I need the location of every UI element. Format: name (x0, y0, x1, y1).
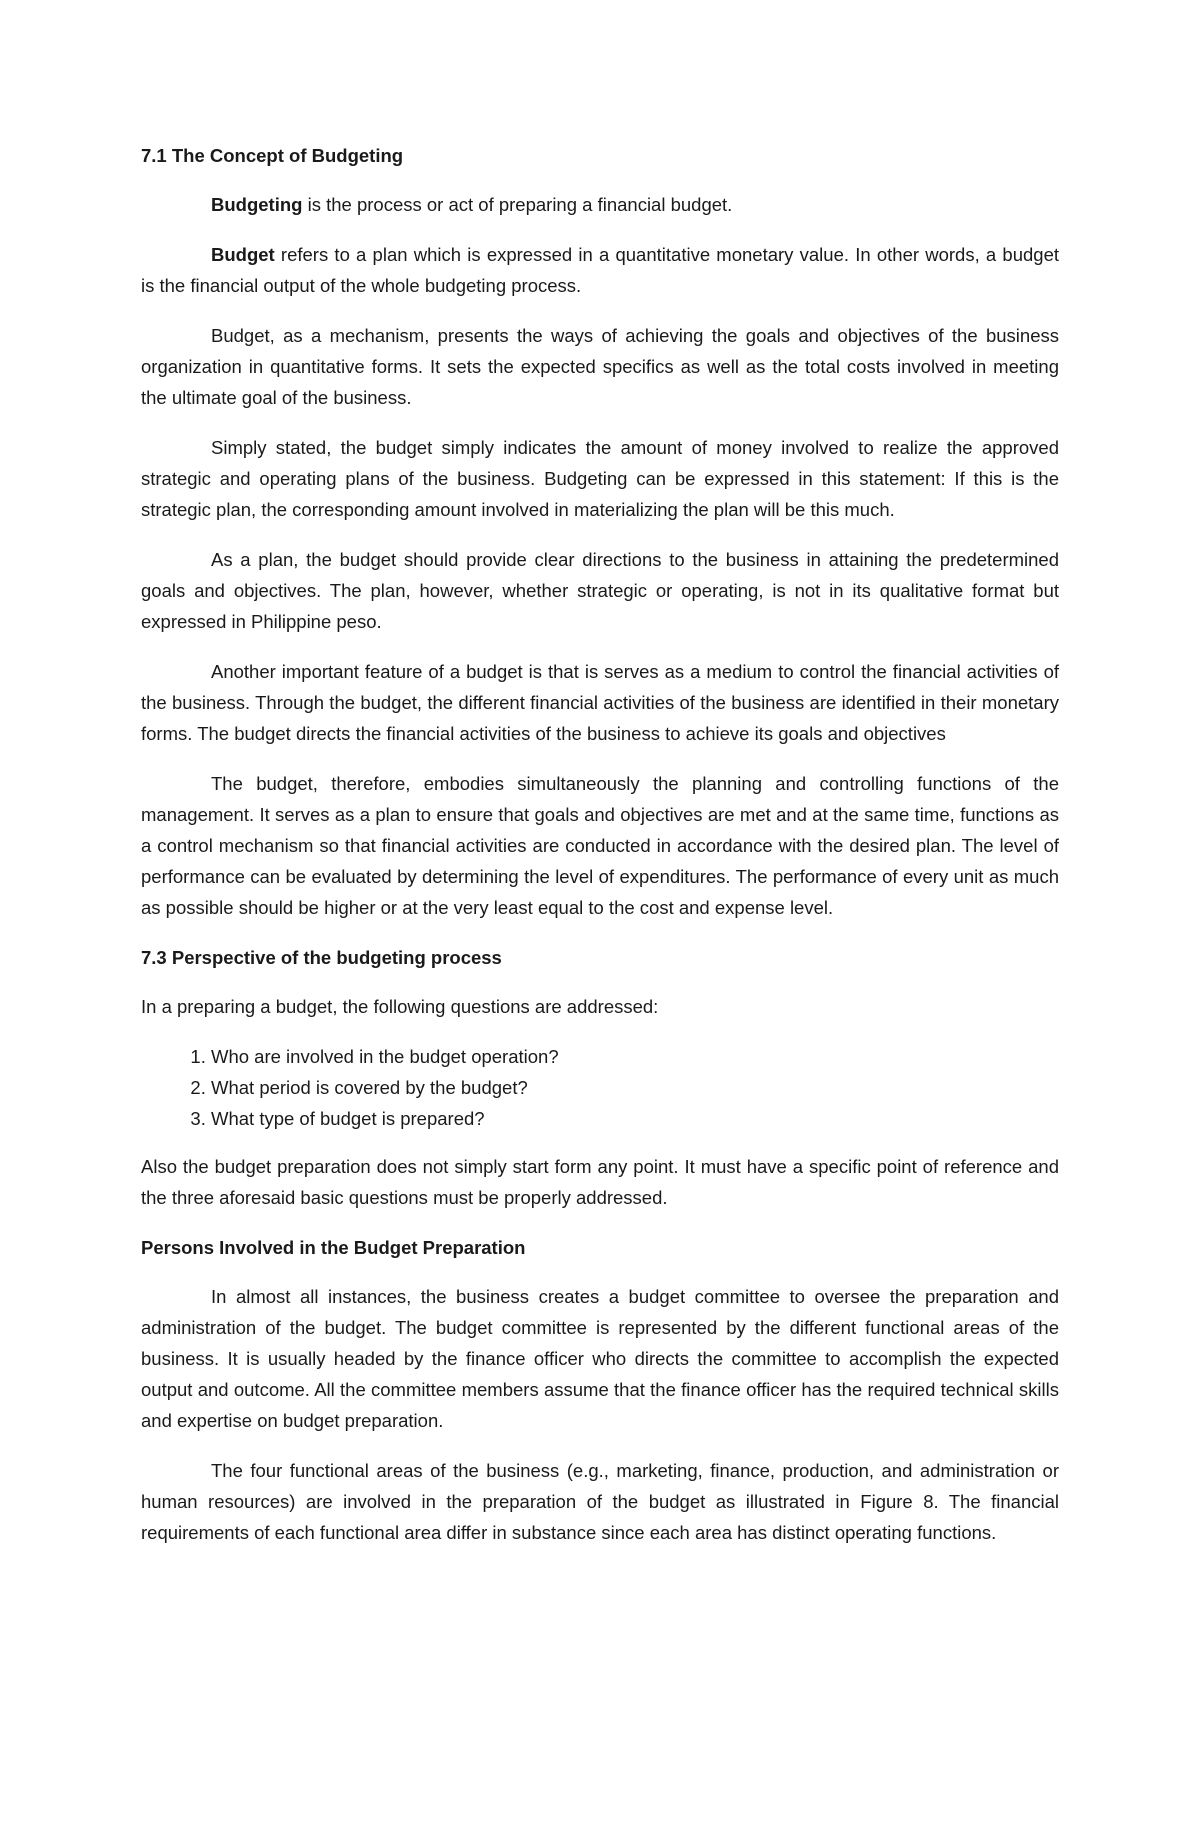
paragraph-budget-mechanism: Budget, as a mechanism, presents the ways of achieving the goals and objectives of the business organization in quantitative forms. It sets the expected specifics as well as the total costs involved in meeting the ultimate goal of the business. (141, 325, 1059, 408)
paragraph-planning-and-controlling: The budget, therefore, embodies simultaneously the planning and controlling functions of the management. It serves as a plan to ensure that goals and objectives are met and at the same time, functions as a control mechanism so that financial activities are conducted in accordance with the desired plan. The level of performance can be evaluated by determining the level of expenditures. The performance of every unit as much as possible should be higher or at the very least equal to the cost and expense level. (141, 773, 1059, 918)
section-heading-concept-of-budgeting: 7.1 The Concept of Budgeting (141, 145, 404, 166)
definition-budget-text: refers to a plan which is expressed in a quantitative monetary value. In other words, a budget is the financial output of the whole budgeting process. (141, 244, 1059, 296)
paragraph-as-a-plan: As a plan, the budget should provide clear directions to the business in attaining the predetermined goals and objectives. The plan, however, whether strategic or operating, is not in its qualitative format but expressed in Philippine peso. (141, 549, 1059, 632)
term-budget: Budget (211, 244, 275, 265)
paragraph-simply-stated: Simply stated, the budget simply indicates the amount of money involved to realize the approved strategic and operating plans of the business. Budgeting can be expressed in this statement: If this is the strategic plan, the corresponding amount involved in materializing the plan will be this much. (141, 437, 1059, 520)
definition-budget (141, 239, 1059, 301)
section-heading-perspective: 7.3 Perspective of the budgeting process (141, 947, 502, 968)
definition-budgeting (141, 189, 1059, 220)
paragraph-questions-intro: In a preparing a budget, the following questions are addressed: (141, 996, 659, 1017)
term-budgeting: Budgeting (211, 194, 303, 215)
questions-list (141, 1041, 1059, 1134)
paragraph-functional-areas: The four functional areas of the business (e.g., marketing, finance, production, and administration or human resources) are involved in the preparation of the budget as illustrated in Figure 8. The financial requirements of each functional area differ in substance since each area has distinct operating functions. (141, 1460, 1059, 1543)
paragraph-after-list: Also the budget preparation does not simply start form any point. It must have a specific point of reference and the three aforesaid basic questions must be properly addressed. (141, 1156, 1059, 1208)
paragraph-control-feature: Another important feature of a budget is that is serves as a medium to control the financial activities of the business. Through the budget, the different financial activities of the business are identified in their monetary forms. The budget directs the financial activities of the business to achieve its goals and objectives (141, 661, 1059, 744)
list-item: 2. What period is covered by the budget? (211, 1072, 1059, 1103)
paragraph-budget-committee: In almost all instances, the business creates a budget committee to oversee the preparation and administration of the budget. The budget committee is represented by the different functional areas of the business. It is usually headed by the finance officer who directs the committee to accomplish the expected output and outcome. All the committee members assume that the finance officer has the required technical skills and expertise on budget preparation. (141, 1286, 1059, 1431)
list-item: 1. Who are involved in the budget operation? (211, 1041, 1059, 1072)
section-heading-persons-involved: Persons Involved in the Budget Preparation (141, 1237, 526, 1258)
document-page (141, 140, 1059, 1567)
definition-budgeting-text: is the process or act of preparing a financial budget. (302, 194, 733, 215)
list-item: 3. What type of budget is prepared? (211, 1103, 1059, 1134)
